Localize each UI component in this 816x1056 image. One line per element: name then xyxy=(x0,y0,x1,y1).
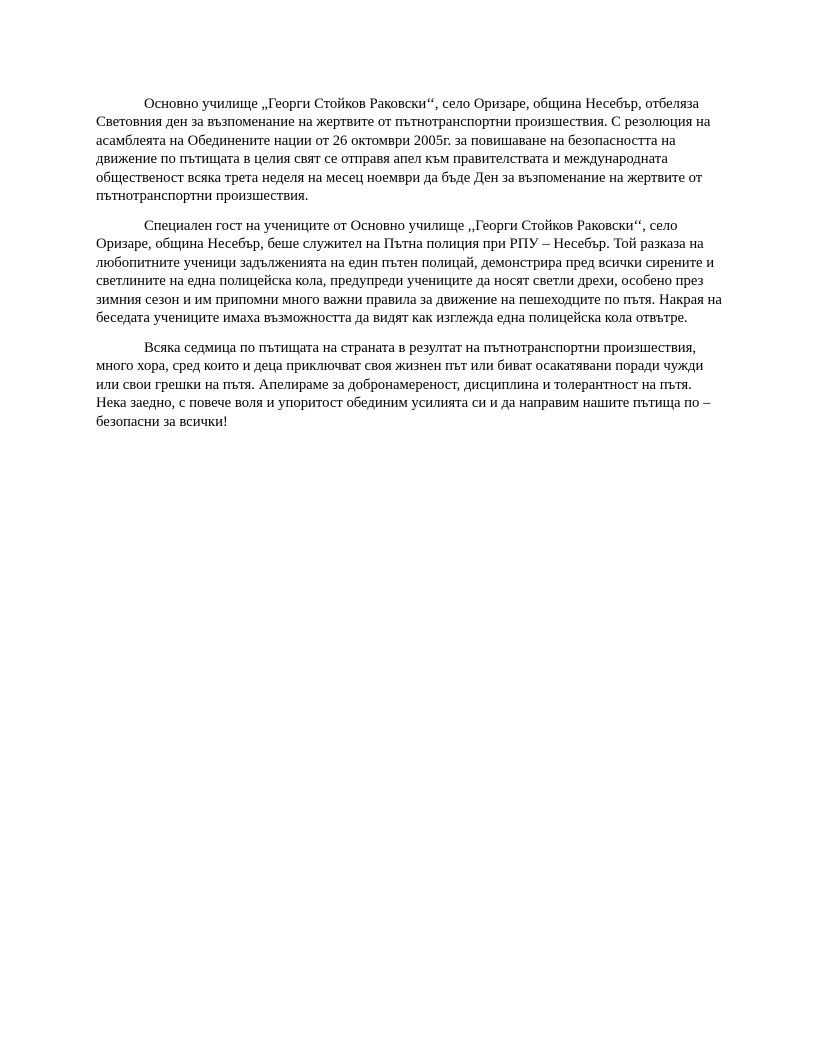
paragraph-1 xyxy=(96,95,722,205)
paragraph-line: движение по пътищата в целия свят се отправя апел към правителствата и международната xyxy=(96,151,668,168)
paragraph-line: Основно училище „Георги Стойков Раковски‘‘, село Оризаре, община Несебър, отбеляза xyxy=(144,96,700,112)
paragraph-line: много хора, сред които и деца приключват своя жизнен път или биват осакатявани поради чужди xyxy=(96,358,704,375)
paragraph-line: асамблеята на Обединените нации от 26 октомври 2005г. за повишаване на безопасността на xyxy=(96,132,676,149)
paragraph-line: Всяка седмица по пътищата на страната в резултат на пътнотранспортни произшествия, xyxy=(144,339,697,356)
paragraph-line: светлините на една полицейска кола, предупреди учениците да носят светли дрехи, особено през xyxy=(96,273,704,290)
paragraph-line: Специален гост на учениците от Основно училище ,,Георги Стойков Раковски‘‘, село xyxy=(144,217,678,234)
paragraph-line: зимния сезон и им припомни много важни правила за движение на пешеходците по пътя. Накрая на xyxy=(96,291,722,308)
document-body xyxy=(96,95,722,442)
paragraph-line: пътнотранспортни произшествия. xyxy=(96,188,309,205)
paragraph-line: безопасни за всички! xyxy=(96,413,228,430)
paragraph-line: Нека заедно, с повече воля и упоритост обединим усилията си и да направим нашите пътища по – xyxy=(96,395,711,412)
paragraph-2 xyxy=(96,217,722,327)
paragraph-line: общественост всяка трета неделя на месец ноември да бъде Ден за възпоменание на жертвите от xyxy=(96,169,703,186)
paragraph-line: Световния ден за възпоменание на жертвите от пътнотранспортни произшествия. С резолюция на xyxy=(96,114,711,131)
paragraph-line: Оризаре, община Несебър, беше служител на Пътна полиция при РПУ – Несебър. Той разказа на xyxy=(96,236,704,253)
paragraph-line: любопитните ученици задълженията на един пътен полицай, демонстрира пред всички сирените и xyxy=(96,254,715,271)
paragraph-line: или свои грешки на пътя. Апелираме за добронамереност, дисциплина и толерантност на пътя. xyxy=(96,376,692,393)
paragraph-3 xyxy=(96,339,722,431)
paragraph-line: беседата учениците имаха възможността да видят как изглежда една полицейска кола отвътре. xyxy=(96,309,688,326)
